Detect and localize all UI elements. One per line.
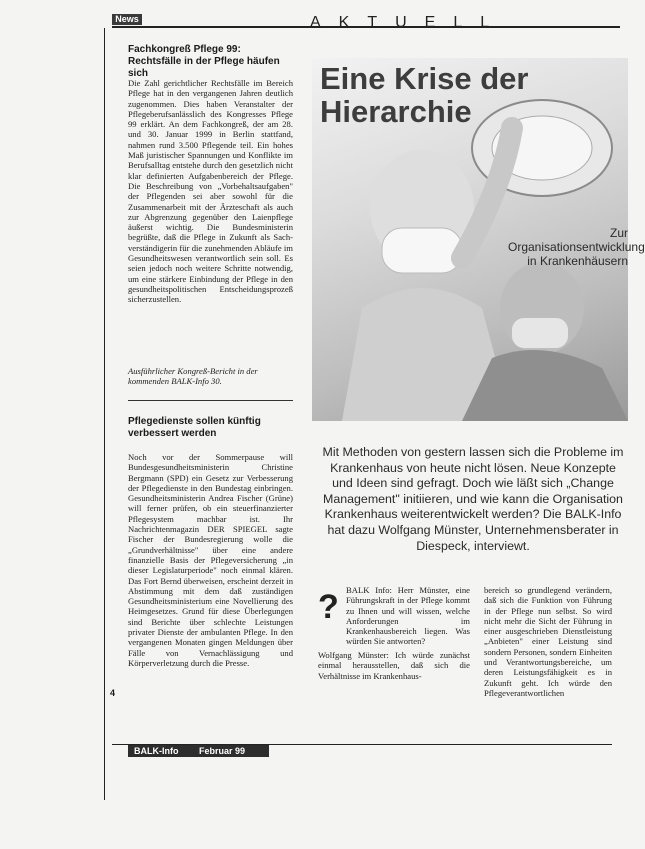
article2-headline: Pflegedienste sollen künftig verbessert werden: [128, 416, 261, 439]
issue-date: Februar 99: [199, 746, 246, 756]
feature-intro: Mit Methoden von gestern lassen sich die Probleme im Krankenhaus von heute nicht lösen. Neue Konzepte und Ideen sind gefragt. Doch wie läßt sich „Change Management" initiieren, und wie kann die Organisation Krankenhaus weiterentwickelt werden? Die BALK-Info hat dazu Wolfgang Münster, Unternehmensberater in Diespeck, interviewt.: [322, 445, 624, 553]
page-number: 4: [110, 688, 116, 698]
interview-answer-start: Wolfgang Münster: Ich würde zunächst einmal herausstellen, daß sich die Verhältnisse im Krankenhaus-: [318, 650, 470, 681]
article1-body: Die Zahl gerichtlicher Rechtsfälle im Bereich Pflege hat in den vergangenen Jahren deutlich zugenommen. Dies haben Veranstalter der Pflegeberufsanlässlich des Kongresses Pflege 99 erklärt. An dem Fachkongreß, der am 28. und 30. Januar 1999 in Berlin stattfand, nahmen rund 3.500 Pflegende teil. Ein hohes Maß juristischer Spannungen und Konflikte im Berufsalltag entstehe durch den gesetzlich nicht klar definierten Aufgabenbereich der Pflege. Die Beschreibung von „Vorbehaltsaufgaben" der Pflegenden sei aber sowohl für die Zusammenarbeit mit der Ärzteschaft als auch zur Abgrenzung gegenüber den Laienpflege äußerst wichtig. Die Bundesministerin begrüßte, daß die Pflege in Zukunft als Sach-verständigerin für die zunehmenden Abläufe im Gesundheitswesen verantwortlich sein soll. Es seien jedoch noch weitere Schritte notwendig, um eine stärkere Einbindung der Pflege in den gesundheitspolitischen Entscheidungsprozeß sicherzustellen.: [128, 78, 293, 305]
feature-headline: Eine Krise der Hierarchie: [320, 61, 529, 129]
feature-subhead: Zur Organisationsentwicklung in Krankenhäusern: [508, 226, 645, 268]
article-divider: [128, 400, 293, 401]
article2-body: Noch vor der Sommerpause will Bundesgesundheitsministerin Christine Bergmann (SPD) ein Gesetz zur Verbesserung der Pflegedienste in den Bundestag einbringen. Gesundheitsministerin Andrea Fischer (Grüne) will ferner prüfen, ob ein steuerfinanzierter Pflegesystem machbar ist. Ihr Nachrichtenmagazin DER SPIEGEL sagte Fischer der Bundesregierung wolle die „Grundverhältnisse" über eine andere finanzielle Basis der Pflegeversicherung „in dieser Legislaturperiode" noch einmal klären. Das Fort Bernd überweisen, erscheint derzeit in Abstimmung mit dem daß zuständigen Gesundheitsministerium eine Novellierung des Heimgesetzes. Grund für diese Überlegungen sind Berichte über schlechte Leistungen privater Dienste der ambulanten Pflege. In den vergangenen Monaten gingen Meldungen über Fälle von Vernachlässigung und Körperverletzung durch die Presse.: [128, 452, 293, 668]
column-rule: [104, 28, 105, 800]
publication-name: BALK-Info: [134, 746, 179, 756]
article1-headline: Fachkongreß Pflege 99: Rechtsfälle in der Pflege häufen sich: [128, 44, 280, 79]
second-surgeon-mask: [512, 318, 568, 348]
question-mark: ?: [318, 588, 339, 626]
interview-answer-continued: bereich so grundlegend verändern, daß sich die Funktion von Führung in der Pflege nun selbst. So wird nicht mehr die Sicht der Führung in einer ausgeschrieben Dienstleistung „Anbieten" einer Leistung sind sondern Personen, sondern Einheiten und Verantwortungsbereiche, um deren Leistungsfähigkeit es in Zukunft geht. Ich würde den Pflegeverantwortlichen: [484, 585, 612, 698]
interview-question: BALK Info: Herr Münster, eine Führungskraft in der Pflege kommt zu Ihnen und will wissen, welche Anforderungen im Krankenhausbereich liegen. Was würden Sie antworten?: [346, 585, 470, 647]
section-label: AKTUELL: [310, 14, 508, 31]
news-tag: News: [112, 14, 142, 25]
footer-bar: [128, 745, 269, 757]
surgeon-mask: [382, 228, 462, 273]
article1-note: Ausführlicher Kongreß-Bericht in der kommenden BALK-Info 30.: [128, 366, 258, 387]
